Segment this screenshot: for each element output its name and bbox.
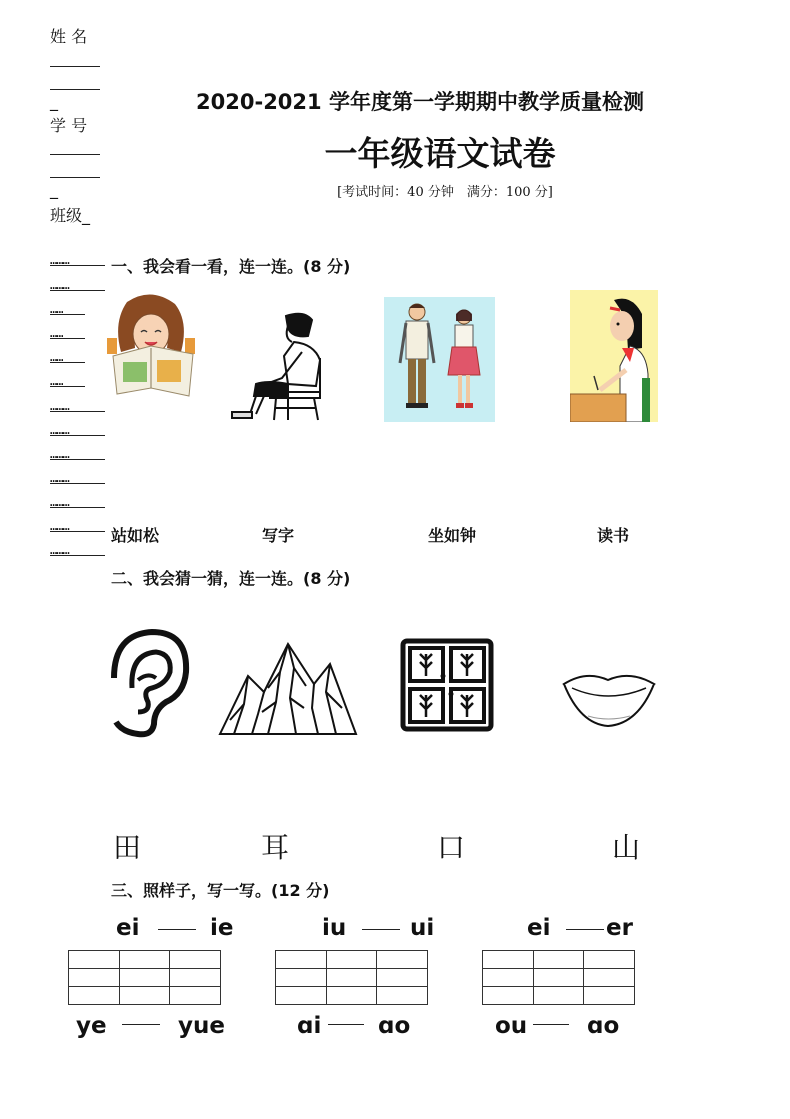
mountain-image <box>218 642 358 736</box>
pair-dash <box>362 929 400 930</box>
binding-dots: ……… <box>50 521 105 532</box>
girl-reading-image <box>105 292 197 398</box>
section1-heading: 一、我会看一看，连一连。(8 分) <box>111 257 351 276</box>
pinyin-right: ui <box>410 915 435 941</box>
label-zhanrusong: 站如松 <box>111 526 160 545</box>
char-er: 耳 <box>261 831 290 864</box>
id-underscore: _ <box>50 180 58 199</box>
char-tian: 田 <box>113 831 142 864</box>
binding-dots: ……… <box>50 497 105 508</box>
exam-subject: 一年级语文试卷 <box>324 134 556 173</box>
pinyin-right: yue <box>178 1013 225 1039</box>
pinyin-right: ie <box>210 915 234 941</box>
exam-title: 2020-2021 学年度第一学期期中教学质量检测 <box>196 90 644 114</box>
girl-writing-image <box>570 290 658 422</box>
writing-grid[interactable] <box>68 950 221 1005</box>
pair-dash <box>122 1024 160 1025</box>
char-shan: 山 <box>612 831 641 864</box>
name-blank-line[interactable] <box>50 66 100 67</box>
binding-dots: ……… <box>50 449 105 460</box>
binding-dots: ……… <box>50 401 105 412</box>
pinyin-right: er <box>606 915 633 941</box>
ear-image <box>108 628 190 738</box>
pinyin-left: ei <box>527 915 551 941</box>
binding-dots: ……… <box>50 425 105 436</box>
mouth-image <box>560 668 658 730</box>
pinyin-left: ou <box>495 1013 528 1039</box>
name-label: 姓 名 <box>50 27 88 46</box>
class-label: 班级_ <box>50 206 91 225</box>
writing-grid[interactable] <box>275 950 428 1005</box>
section3-heading: 三、照样子，写一写。(12 分) <box>111 881 330 900</box>
pinyin-left: ye <box>76 1013 107 1039</box>
binding-dots: …… <box>50 352 85 363</box>
binding-dots: ……… <box>50 545 105 556</box>
binding-dots: …… <box>50 376 85 387</box>
id-blank-line-2[interactable] <box>50 177 100 178</box>
name-underscore: _ <box>50 92 58 111</box>
binding-dots: ……… <box>50 255 105 266</box>
label-zuoruzhong: 坐如钟 <box>428 526 477 545</box>
field-image <box>400 638 494 732</box>
binding-dots: ……… <box>50 473 105 484</box>
pair-dash <box>328 1024 364 1025</box>
pair-dash <box>158 929 196 930</box>
id-label: 学 号 <box>50 116 88 135</box>
pinyin-left: iu <box>322 915 347 941</box>
pinyin-left: ei <box>116 915 140 941</box>
pinyin-right: ɑo <box>587 1013 620 1039</box>
char-kou: 口 <box>437 831 466 864</box>
pair-dash <box>566 929 604 930</box>
binding-dots: …… <box>50 328 85 339</box>
pinyin-right: ɑo <box>378 1013 411 1039</box>
exam-info: [考试时间：40 分钟 满分：100 分] <box>337 185 553 200</box>
pair-dash <box>533 1024 569 1025</box>
boy-sitting-image <box>228 310 328 422</box>
writing-grid[interactable] <box>482 950 635 1005</box>
standing-children-image <box>384 297 495 422</box>
binding-dots: …… <box>50 304 85 315</box>
label-dushu: 读书 <box>597 526 630 545</box>
section2-heading: 二、我会猜一猜，连一连。(8 分) <box>111 569 351 588</box>
label-xiezi: 写字 <box>262 526 295 545</box>
pinyin-left: ɑi <box>297 1013 322 1039</box>
binding-dots: ……… <box>50 280 105 291</box>
